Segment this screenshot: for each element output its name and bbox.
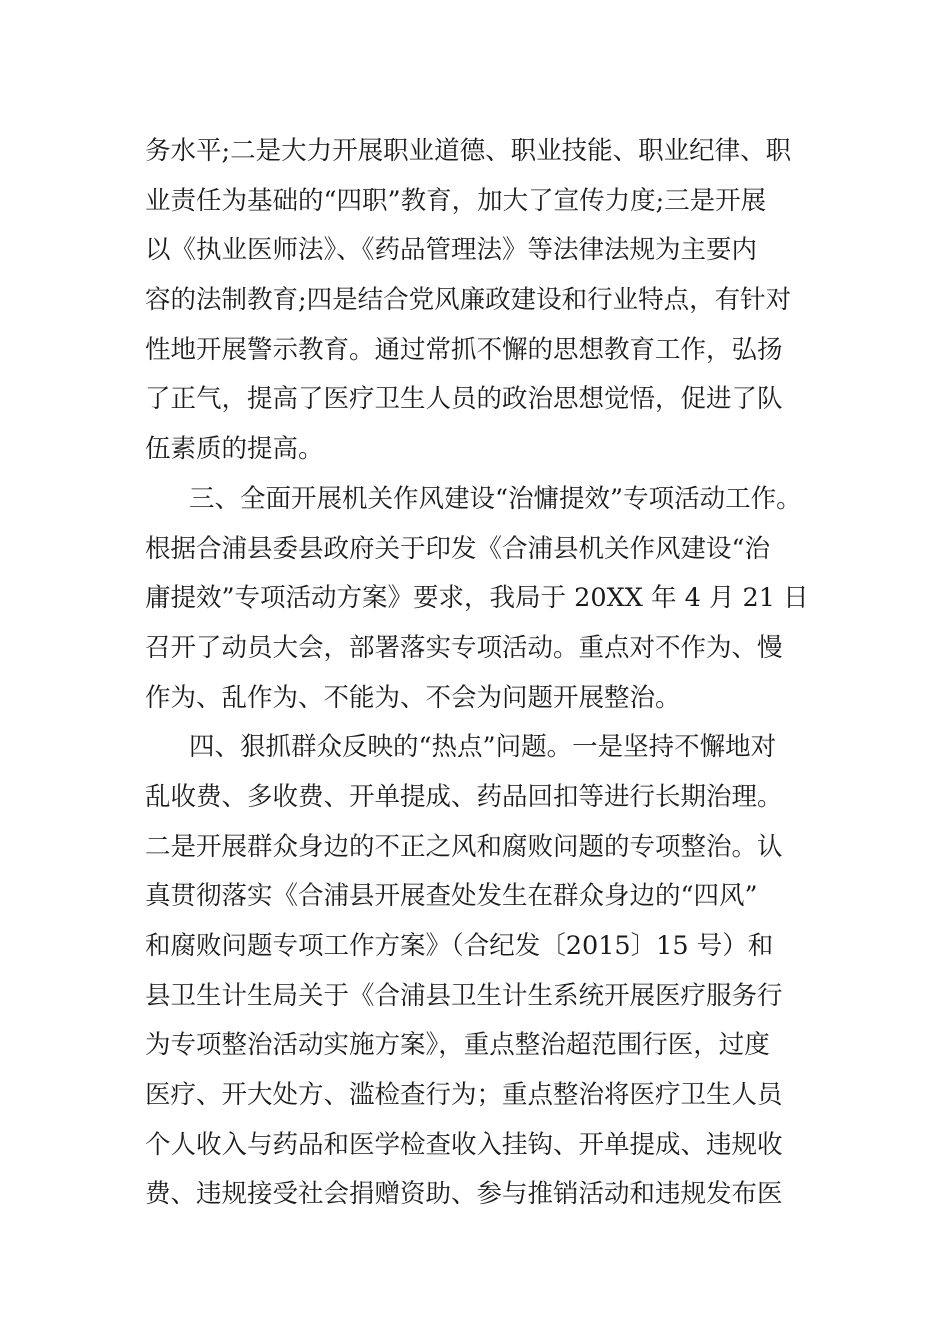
text-line: 个人收入与药品和医学检查收入挂钩、开单提成、违规收 bbox=[145, 1129, 783, 1160]
text-line: 医疗、开大处方、滥检查行为；重点整治将医疗卫生人员 bbox=[145, 1080, 783, 1111]
section-heading-line: 四、狠抓群众反映的“热点”问题。一是坚持不懈地对 bbox=[189, 732, 777, 763]
paragraph-section-three bbox=[145, 475, 845, 723]
text-line: 和腐败问题专项工作方案》（合纪发〔2015〕15 号）和 bbox=[145, 931, 774, 961]
text-line: 庸提效”专项活动方案》要求，我局于 20XX 年 4 月 21 日 bbox=[145, 583, 809, 614]
text-line: 作为、乱作为、不能为、不会为问题开展整治。 bbox=[145, 682, 681, 713]
text-line: 根据合浦县委县政府关于印发《合浦县机关作风建设“治 bbox=[145, 533, 771, 564]
text-line: 为专项整治活动实施方案》，重点整治超范围行医，过度 bbox=[145, 1030, 770, 1061]
text-line: 务水平;二是大力开展职业道德、职业技能、职业纪律、职 bbox=[145, 136, 792, 166]
text-line: 县卫生计生局关于《合浦县卫生计生系统开展医疗服务行 bbox=[145, 980, 783, 1011]
text-line: 业责任为基础的“四职”教育，加大了宣传力度;三是开展 bbox=[145, 185, 767, 216]
text-line: 了正气，提高了医疗卫生人员的政治思想觉悟，促进了队 bbox=[145, 384, 783, 415]
text-line: 性地开展警示教育。通过常抓不懈的思想教育工作，弘扬 bbox=[145, 334, 783, 365]
paragraph-work-level bbox=[145, 127, 845, 475]
paragraph-section-four bbox=[145, 723, 845, 1220]
text-line: 费、违规接受社会捐赠资助、参与推销活动和违规发布医 bbox=[145, 1179, 783, 1210]
text-line: 以《执业医师法》、《药品管理法》等法律法规为主要内 bbox=[145, 235, 758, 266]
text-line: 容的法制教育;四是结合党风廉政建设和行业特点，有针对 bbox=[145, 285, 792, 316]
document-body bbox=[145, 127, 845, 1220]
section-heading-line: 三、全面开展机关作风建设“治慵提效”专项活动工作。 bbox=[189, 483, 802, 514]
text-line: 真贯彻落实《合浦县开展查处发生在群众身边的“四风” bbox=[145, 881, 758, 912]
text-line: 召开了动员大会，部署落实专项活动。重点对不作为、慢 bbox=[145, 632, 783, 663]
text-line: 二是开展群众身边的不正之风和腐败问题的专项整治。认 bbox=[145, 831, 783, 862]
text-line: 伍素质的提高。 bbox=[145, 434, 324, 465]
text-line: 乱收费、多收费、开单提成、药品回扣等进行长期治理。 bbox=[145, 781, 783, 812]
